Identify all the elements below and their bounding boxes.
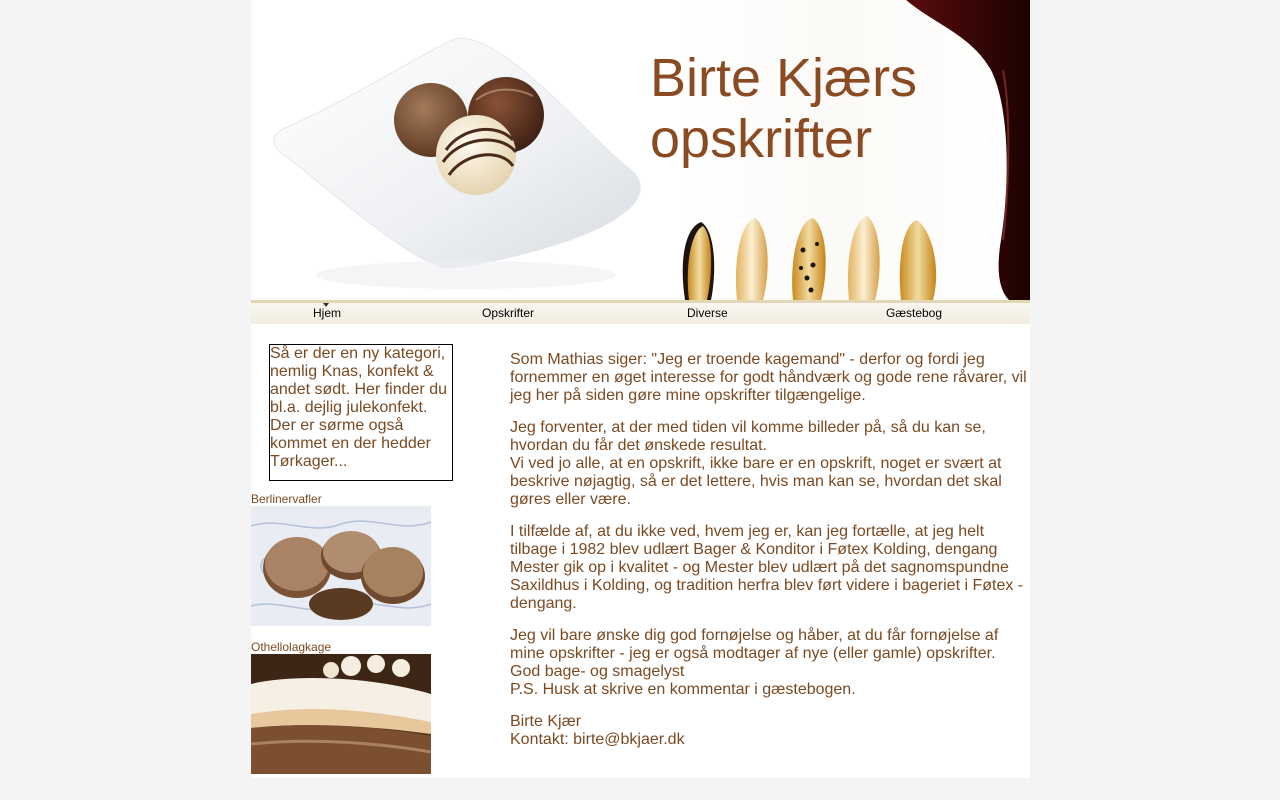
berlinervafler-photo[interactable] (251, 506, 431, 626)
chocolate-drip-image (891, 0, 1030, 300)
news-text: Så er der en ny kategori, nemlig Knas, konfekt & andet sødt. Her finder du bl.a. dejlig julekonfekt. Der er sørme også kommet en der hedder Tørkager... (270, 345, 447, 470)
pictures-text-2: Vi ved jo alle, at en opskrift, ikke bare er en opskrift, noget er svært at beskrive nøjagtig, så er det lettere, hvis man kan se, hvordan det skal gøres eller være. (510, 455, 1002, 508)
contact-email-link[interactable]: birte@bkjaer.dk (573, 731, 685, 748)
contact-label: Kontakt: (510, 731, 574, 748)
site-title-line1: Birte Kjærs (650, 48, 918, 108)
intro-paragraph: Som Mathias siger: "Jeg er troende kagemand" - derfor og fordi jeg fornemmer en øget interesse for godt håndværk og gode rene råvarer, vil jeg her på siden gøre mine opskrifter tilgængelige. (510, 351, 1027, 404)
berlinervafler-image (251, 506, 431, 626)
chocolate-plate-image (251, 0, 671, 300)
feature-link-berlinervafler[interactable]: Berlinervafler (251, 492, 322, 506)
pictures-text-1: Jeg forventer, at der med tiden vil komme billeder på, så du kan se, hvordan du får det ønskede resultat. (510, 419, 986, 454)
main-navigation (251, 300, 1030, 324)
closing-text-2: God bage- og smagelyst (510, 663, 685, 680)
nav-item-opskrifter[interactable]: Opskrifter (482, 306, 535, 320)
closing-paragraph (510, 627, 1030, 699)
pictures-paragraph (510, 419, 1030, 509)
nav-item-gaestebog[interactable]: Gæstebog (886, 306, 943, 320)
closing-text-3: P.S. Husk at skrive en kommentar i gæstebogen. (510, 681, 856, 698)
news-box (269, 344, 453, 481)
site-title-line2: opskrifter (650, 109, 873, 169)
feature-link-othellolagkage[interactable]: Othellolagkage (251, 640, 332, 654)
nav-item-hjem[interactable]: Hjem (313, 306, 342, 320)
about-paragraph: I tilfælde af, at du ikke ved, hvem jeg er, kan jeg fortælle, at jeg helt tilbage i 1982 blev udlært Bager & Konditor i Føtex Kolding, dengang Mester gik op i kvalitet - og Mester blev udlært på det sagnomspundne Saxildhus i Kolding, og tradition herfra blev ført videre i bageriet i Føtex - dengang. (510, 523, 1024, 612)
signature-name: Birte Kjær (510, 713, 582, 730)
othellolagkage-photo[interactable] (251, 654, 431, 774)
signature-paragraph (510, 713, 1030, 749)
main-content (510, 351, 1030, 763)
closing-text-1: Jeg vil bare ønske dig god fornøjelse og håber, at du får fornøjelse af mine opskrifter - jeg er også modtager af nye (eller gamle) opskrifter. (510, 627, 999, 662)
header-banner (251, 0, 1030, 300)
nav-item-diverse[interactable]: Diverse (687, 306, 728, 320)
othellolagkage-image (251, 654, 431, 774)
page-container (251, 0, 1030, 778)
